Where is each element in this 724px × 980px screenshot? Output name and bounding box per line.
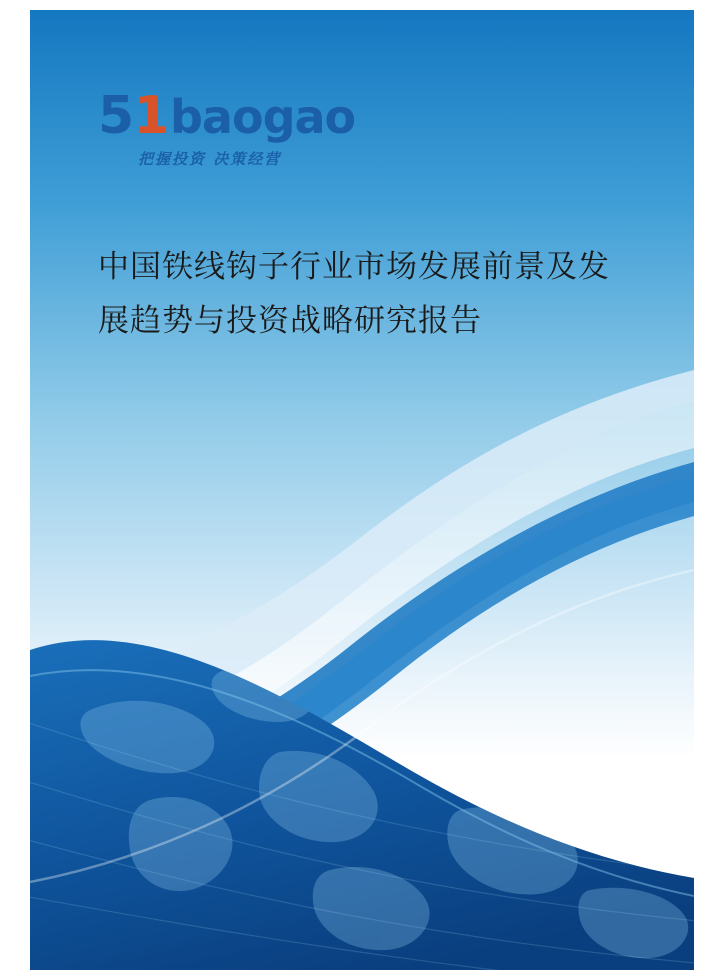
brand-logo	[98, 86, 378, 180]
report-title: 中国铁线钩子行业市场发展前景及发展趋势与投资战略研究报告	[98, 249, 610, 339]
logo-mark-digit-5: 5	[98, 86, 134, 146]
logo-mark-icon	[98, 86, 169, 146]
logo-tagline: 把握投资 决策经营	[138, 150, 282, 168]
logo-mark-digit-1: 1	[133, 86, 169, 146]
report-cover	[30, 10, 694, 970]
logo-wordmark: baogao	[170, 90, 356, 144]
